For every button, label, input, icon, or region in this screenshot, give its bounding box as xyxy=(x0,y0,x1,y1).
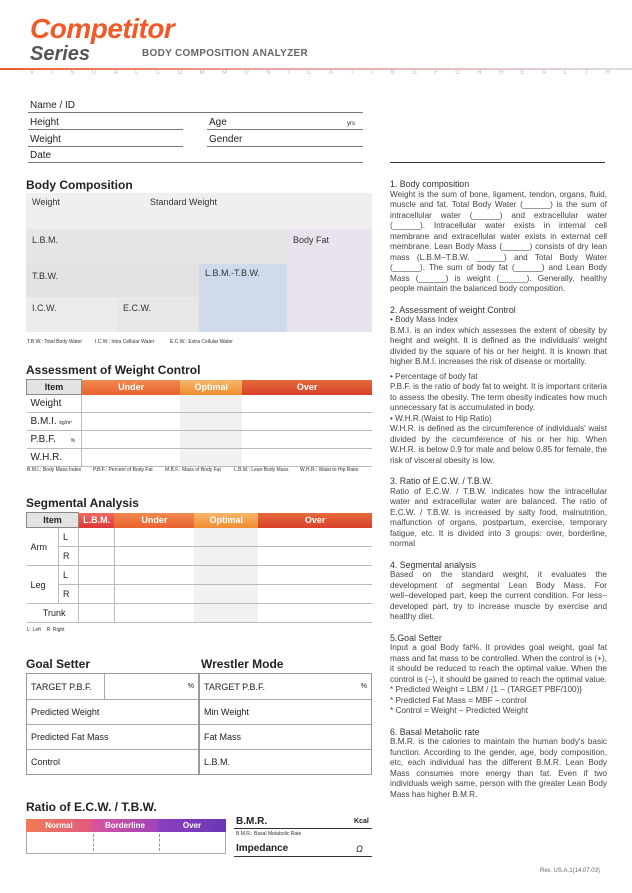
body-fat-label: Body Fat xyxy=(293,235,330,245)
height-field[interactable] xyxy=(28,129,183,130)
segmental-title: Segmental Analysis xyxy=(26,496,139,510)
expl-s3-body: Ratio of E.C.W. / T.B.W. indicates how the intracellular water and extracellular water are balanced. The ratio of E.C.W. / T.B.W. is increased by salty food, malnutrition, malfunction of organs, postpartum, exercise, temporary fatigue, etc. It is divided into 3 groups: over, borderline, normal xyxy=(390,486,607,548)
weight-field[interactable] xyxy=(28,146,183,147)
ratio-scale-header xyxy=(26,819,226,832)
goal-row-predicted-fat-mass[interactable]: Predicted Fat Mass xyxy=(27,725,198,750)
age-unit: yrs xyxy=(347,121,355,127)
goal-setter-title: Goal Setter xyxy=(26,657,91,671)
expl-s5-body: Input a goal Body fat%. It provides goal weight, goal fat mass and fat mass to be controlled. When the control is (+), it should be reduced to reach the optimal value. When the control is (−), it should be gained to reach the optimal value. xyxy=(390,643,607,684)
ratio-scale-body xyxy=(26,832,226,854)
ratio-title: Ratio of E.C.W. / T.B.W. xyxy=(26,800,157,814)
wrestler-row-target-pbf[interactable]: TARGET P.B.F. % xyxy=(200,674,371,700)
table-row xyxy=(27,547,373,566)
table-row xyxy=(27,604,373,623)
ratio-borderline: Borderline xyxy=(92,819,158,832)
weight-label: Weight xyxy=(30,134,61,145)
wc-header-item: Item xyxy=(27,380,82,395)
date-label: Date xyxy=(30,150,52,161)
expl-s6-body: B.M.R. is the calories to maintain the human body's basic function. According to the gender, age, body composition, etc, each individual has the different B.M.R. Lean Body Mass consumes more energy than fat. Even if two individuals weigh same, person with the greater Lean Body Mass has higher B.M.R. xyxy=(390,737,607,799)
expl-s2-whr-body: W.H.R. is defined as the circumference of individuals' waist divided by the circumference of his or her hip. When W.H.R. is below 0.9 for male and below 0.85 for female, the risk of visceral obesity is low. xyxy=(390,424,607,465)
goal-setter-box xyxy=(26,673,199,775)
wc-note-bmi: B.M.I.: Body Mass Index xyxy=(27,467,82,473)
tbw-box-label: T.B.W. xyxy=(32,271,59,281)
body-fat-box xyxy=(287,229,372,332)
age-label: Age xyxy=(209,117,227,128)
goal-row-target-pbf[interactable]: TARGET P.B.F. % xyxy=(27,674,198,700)
revision-label: Rev. US.A.1(14.07.03) xyxy=(540,868,600,874)
seg-header-under: Under xyxy=(114,513,194,528)
impedance-field[interactable] xyxy=(234,856,372,857)
wc-label-bmi: B.M.I. kg/m² xyxy=(27,413,82,431)
expl-s5-formula-1: * Predicted Weight = LBM / {1 − (TARGET PBF/100)} xyxy=(390,685,583,694)
lbm-box xyxy=(26,229,287,264)
bmr-label: B.M.R. xyxy=(236,816,268,827)
seg-note: L: Left R: Right xyxy=(27,627,65,633)
wc-header-optimal: Optimal xyxy=(180,380,242,395)
right-column-rule xyxy=(390,162,605,163)
bmr-note: B.M.R.: Basal Metabolic Rate xyxy=(236,831,302,837)
age-field[interactable] xyxy=(207,129,363,130)
bc-note-icw: I.C.W.: Intra Cellular Water xyxy=(95,339,155,345)
expl-s4-title: 4. Segmental analysis xyxy=(390,559,477,570)
table-row xyxy=(27,431,373,449)
weight-box xyxy=(26,193,372,229)
expl-s1-title: 1. Body composition xyxy=(390,179,470,189)
expl-s6-title: 6. Basal Metabolic rate xyxy=(390,726,480,737)
seg-leg-left: L xyxy=(58,566,78,585)
wrestler-mode-title: Wrestler Mode xyxy=(201,657,284,671)
wc-label-weight: Weight xyxy=(27,395,82,413)
seg-header-item: Item xyxy=(27,513,79,528)
segmental-table xyxy=(26,512,372,623)
gender-field[interactable] xyxy=(207,146,363,147)
lbm-tbw-label: L.B.M.-T.B.W. xyxy=(205,268,261,278)
date-field[interactable] xyxy=(28,162,363,163)
table-row xyxy=(27,449,373,467)
document-subtitle: BODY COMPOSITION ANALYZER xyxy=(142,48,309,59)
tagline: V I S U A L C O M M U N I C A T I N G F O R H E A L T H xyxy=(30,70,610,76)
table-row xyxy=(27,585,373,604)
body-composition-title: Body Composition xyxy=(26,178,133,192)
gender-label: Gender xyxy=(209,134,243,145)
wc-note-lbm: L.B.M.: Lean Body Mass xyxy=(234,467,289,473)
lbm-box-label: L.B.M. xyxy=(32,235,59,245)
expl-s5-formula-2: * Predicted Fat Mass = MBF − control xyxy=(390,695,527,705)
icw-box xyxy=(26,297,117,332)
explanations-column xyxy=(390,179,607,800)
ecw-box-label: E.C.W. xyxy=(123,303,152,313)
wc-note-whr: W.H.R.: Waist to Hip Ratio xyxy=(300,467,359,473)
height-label: Height xyxy=(30,117,59,128)
ratio-normal: Normal xyxy=(26,819,92,832)
ecw-box xyxy=(117,297,199,332)
tbw-box xyxy=(26,264,199,297)
wrestler-row-fat-mass[interactable]: Fat Mass xyxy=(200,725,371,750)
bmr-unit: Kcal xyxy=(354,818,369,825)
seg-header-lbm: L.B.M. xyxy=(78,513,114,528)
expl-s2-whr-title: • W.H.R.(Waist to Hip Ratio) xyxy=(390,413,492,423)
wrestler-row-min-weight[interactable]: Min Weight xyxy=(200,700,371,725)
seg-label-leg: Leg xyxy=(27,566,59,604)
weight-control-table xyxy=(26,379,372,467)
expl-s5-formula-3: * Control = Weight − Predicted Weight xyxy=(390,706,529,715)
goal-row-predicted-weight[interactable]: Predicted Weight xyxy=(27,700,198,725)
weight-control-title: Assessment of Weight Control xyxy=(26,363,201,377)
expl-s2-bmi-body: B.M.I. is an index which assesses the extent of obesity by height and weight. It is defined as the individuals' weight divided by the square of his or her height. It is known that higher B.M.I. increases the risk of disease or mortality. xyxy=(390,325,607,366)
ratio-over: Over xyxy=(158,819,226,832)
expl-s1-body: Weight is the sum of bone, ligament, tendon, organs, fluid, muscle and fat. Total Body Water (______) is the sum of intracellular water (______) and extracellular water (______). Intracellular water exists in internal cell membrane and extracellular water exists in external cell membrane. Lean Body Mass (______) consists of dry lean mass (L.B.M−T.B.W. ______) and Total Body Water (______). The sum of body fat (______) and Lean Body Mass (______) is weight (______). Generally, healthy people maintain the balanced body composition. xyxy=(390,189,607,293)
icw-box-label: I.C.W. xyxy=(32,303,57,313)
expl-s2-pbf-title: • Percentage of body fat xyxy=(390,371,478,381)
wrestler-row-lbm[interactable]: L.B.M. xyxy=(204,757,231,767)
name-id-label: Name / ID xyxy=(30,100,76,111)
seg-label-arm: Arm xyxy=(27,528,59,566)
goal-row-control[interactable]: Control xyxy=(31,757,61,767)
bc-note-ecw: E.C.W.: Extra Cellular Water xyxy=(170,339,233,345)
table-row xyxy=(27,566,373,585)
table-row xyxy=(27,528,373,547)
weight-box-label: Weight xyxy=(32,197,60,207)
table-row xyxy=(27,395,373,413)
table-row xyxy=(27,413,373,431)
wc-header-over: Over xyxy=(242,380,372,395)
lbm-tbw-box xyxy=(199,264,287,332)
expl-s3-title: 3. Ratio of E.C.W. / T.B.W. xyxy=(390,476,493,486)
standard-weight-label: Standard Weight xyxy=(150,197,217,207)
brand-logo-series: Series xyxy=(30,43,91,65)
wrestler-mode-box xyxy=(199,673,372,775)
seg-header-optimal: Optimal xyxy=(194,513,258,528)
expl-s4-body: Based on the standard weight, it evaluates the development of segmental Lean Body Mass. For well−developed part, keep the current condition. For less− developed part, try to increase muscle by exercise and healthy diet. xyxy=(390,570,607,621)
bc-note-tbw: T.B.W.: Total Body Water xyxy=(27,339,83,345)
impedance-unit: Ω xyxy=(356,844,363,854)
wc-label-pbf: P.B.F. % xyxy=(27,431,82,449)
expl-s2-title: 2. Assessment of weight Control xyxy=(390,304,516,315)
seg-label-trunk: Trunk xyxy=(27,604,79,623)
impedance-label: Impedance xyxy=(236,843,289,854)
bmr-field[interactable] xyxy=(234,828,372,829)
seg-arm-left: L xyxy=(58,528,78,547)
seg-header-over: Over xyxy=(258,513,372,528)
brand-logo-competitor: Competitor xyxy=(30,13,175,44)
expl-s2-bmi-title: • Body Mass Index xyxy=(390,315,458,324)
seg-arm-right: R xyxy=(58,547,78,566)
seg-leg-right: R xyxy=(58,585,78,604)
wc-note-mbf: M.B.F.: Mass of Body Fat xyxy=(165,467,221,473)
wc-header-under: Under xyxy=(81,380,180,395)
expl-s5-title: 5.Goal Setter xyxy=(390,632,442,643)
wc-note-pbf: P.B.F.: Percent of Body Fat xyxy=(93,467,153,473)
wc-label-whr: W.H.R. xyxy=(27,449,82,467)
name-id-field[interactable] xyxy=(28,112,363,113)
expl-s2-pbf-body: P.B.F. is the ratio of body fat to weight. It is important criteria to assess the obesity. The term obesity indicates how much unnecessary fat is accumulated in body. xyxy=(390,382,607,412)
